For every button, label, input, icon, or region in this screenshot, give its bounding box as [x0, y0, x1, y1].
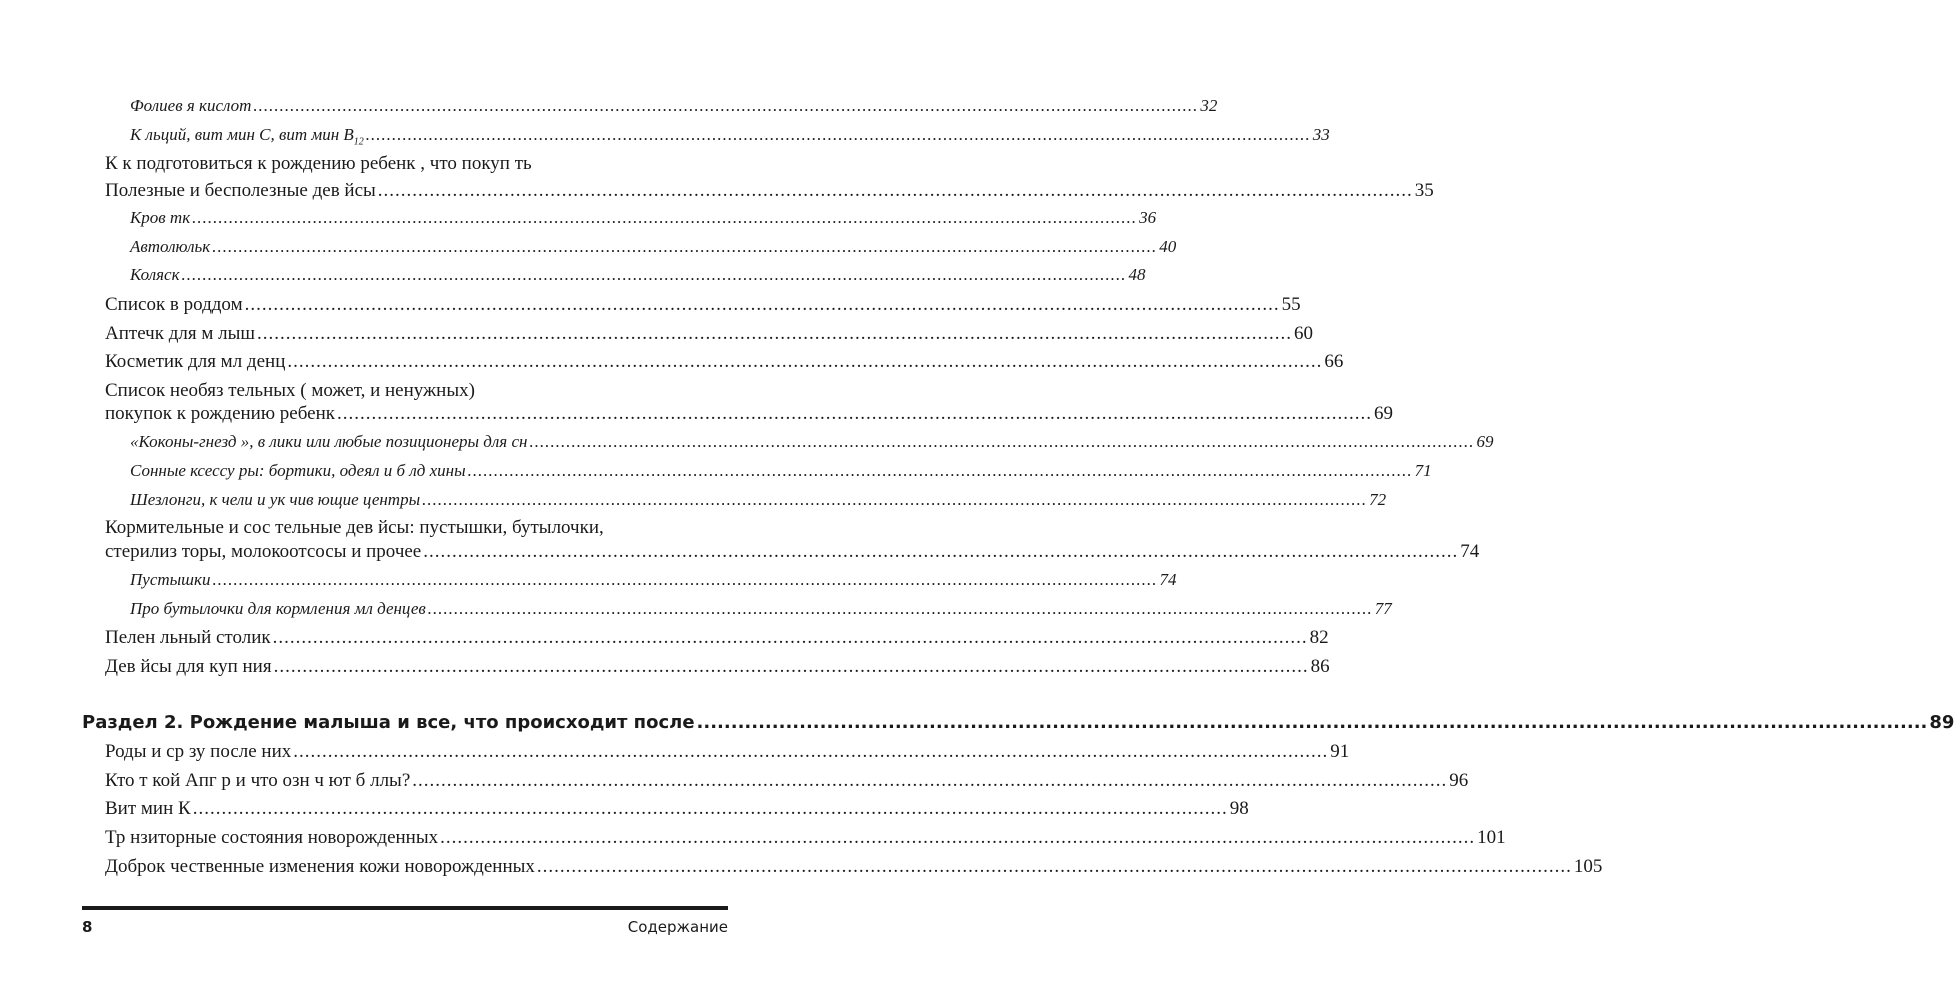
toc-entry: Фолиев я кислот .................................................................................................................................................................................... 32	[130, 96, 1218, 115]
toc-entry: Про бутылочки для кормления мл денцев .................................................................................................................................................................................... 77	[130, 599, 1392, 618]
dot-leader: ....................................................................................................................................................................................	[256, 323, 1292, 344]
toc-entry: «Коконы-гнезд », в лики или любые позиционеры для сн .................................................................................................................................................................................... 69	[130, 432, 1494, 451]
toc-entry: Список в роддом .................................................................................................................................................................................... 55	[105, 294, 1301, 315]
toc-entry: Тр нзиторные состояния новорожденных .................................................................................................................................................................................... 101	[105, 827, 1506, 848]
dot-leader: ....................................................................................................................................................................................	[181, 265, 1127, 284]
toc-heading: Список необяз тельных ( может, и ненужных)	[105, 380, 475, 401]
toc-entry: стерилиз торы, молокоотсосы и прочее .................................................................................................................................................................................... 74	[105, 541, 1480, 562]
toc-entry: Косметик для мл денц .................................................................................................................................................................................... 66	[105, 351, 1344, 372]
toc-entry: покупок к рождению ребенк .................................................................................................................................................................................... 69	[105, 403, 1393, 424]
dot-leader: ....................................................................................................................................................................................	[293, 741, 1329, 762]
toc-entry: Аптечк для м лыш .................................................................................................................................................................................... 60	[105, 323, 1313, 344]
dot-leader: ....................................................................................................................................................................................	[377, 180, 1413, 201]
dot-leader: ....................................................................................................................................................................................	[287, 351, 1323, 372]
toc-entry: К льций, вит мин С, вит мин $В_{12}$ .................................................................................................................................................................................... 33	[130, 125, 1330, 148]
running-footer-title: Содержание	[627, 918, 728, 936]
dot-leader: ....................................................................................................................................................................................	[273, 656, 1309, 677]
toc-entry: Кто т кой Апг р и что озн ч ют б ллы? .................................................................................................................................................................................... 96	[105, 770, 1469, 791]
page-number: 8	[82, 918, 93, 936]
toc-entry: Сонные ксессу ры: бортики, одеял и б лд хины .................................................................................................................................................................................... 71	[130, 461, 1432, 480]
toc-entry: Автолюльк .................................................................................................................................................................................... 40	[130, 237, 1177, 256]
footer-divider	[82, 906, 728, 910]
dot-leader: ....................................................................................................................................................................................	[467, 461, 1413, 480]
toc-entry: Кров тк .................................................................................................................................................................................... 36	[130, 208, 1157, 227]
dot-leader: ....................................................................................................................................................................................	[423, 541, 1459, 562]
dot-leader: ....................................................................................................................................................................................	[365, 125, 1311, 144]
dot-leader: ....................................................................................................................................................................................	[212, 237, 1158, 256]
toc-entry: Коляск .................................................................................................................................................................................... 48	[130, 265, 1146, 284]
dot-leader: ....................................................................................................................................................................................	[422, 490, 1368, 509]
dot-leader: ....................................................................................................................................................................................	[529, 432, 1475, 451]
toc-entry: Вит мин К .................................................................................................................................................................................... 98	[105, 798, 1249, 819]
toc-entry: Роды и ср зу после них .................................................................................................................................................................................... 91	[105, 741, 1350, 762]
dot-leader: ....................................................................................................................................................................................	[192, 208, 1138, 227]
toc-entry: Шезлонги, к чели и ук чив ющие центры .................................................................................................................................................................................... 72	[130, 490, 1387, 509]
toc-entry: Дев йсы для куп ния .................................................................................................................................................................................... 86	[105, 656, 1330, 677]
dot-leader: ....................................................................................................................................................................................	[412, 770, 1448, 791]
toc-entry: Пустышки .................................................................................................................................................................................... 74	[130, 570, 1177, 589]
dot-leader: ....................................................................................................................................................................................	[696, 712, 1928, 733]
toc-entry: Полезные и бесполезные дев йсы .................................................................................................................................................................................... 35	[105, 180, 1434, 201]
toc-entry: Пелен льный столик .................................................................................................................................................................................... 82	[105, 627, 1329, 648]
dot-leader: ....................................................................................................................................................................................	[272, 627, 1308, 648]
dot-leader: ....................................................................................................................................................................................	[427, 599, 1373, 618]
dot-leader: ....................................................................................................................................................................................	[440, 827, 1476, 848]
dot-leader: ....................................................................................................................................................................................	[212, 570, 1158, 589]
toc-entry: Доброк чественные изменения кожи новорожденных .................................................................................................................................................................................... 105	[105, 856, 1603, 877]
dot-leader: ....................................................................................................................................................................................	[253, 96, 1199, 115]
toc-section-heading: Раздел 2. Рождение малыша и все, что происходит после .................................................................................................................................................................................... 89	[82, 712, 1954, 733]
toc-heading: Кормительные и сос тельные дев йсы: пустышки, бутылочки,	[105, 517, 604, 538]
dot-leader: ....................................................................................................................................................................................	[192, 798, 1228, 819]
dot-leader: ....................................................................................................................................................................................	[336, 403, 1372, 424]
toc-heading: К к подготовиться к рождению ребенк , что покуп ть	[105, 153, 532, 174]
dot-leader: ....................................................................................................................................................................................	[244, 294, 1280, 315]
dot-leader: ....................................................................................................................................................................................	[536, 856, 1572, 877]
